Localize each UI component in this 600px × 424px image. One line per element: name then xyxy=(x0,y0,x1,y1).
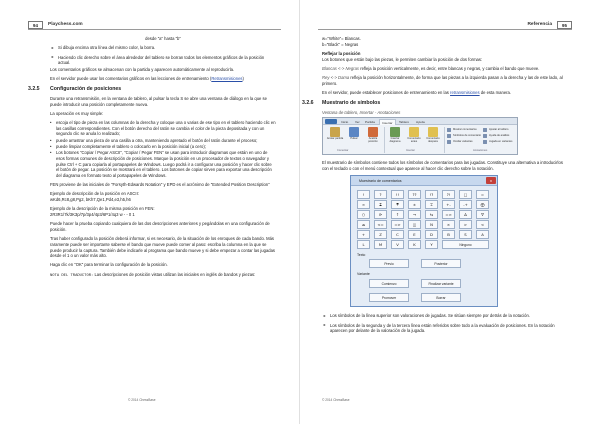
dialog-title: Muestrario de comentarios xyxy=(359,179,402,184)
reflect-horizontal xyxy=(322,75,570,86)
paragraph: Haga clic en "OK" para terminar la configuración de la posición. xyxy=(50,262,168,268)
right-page-header xyxy=(318,21,572,30)
reflect-vertical-label: Blancas <-> Negras xyxy=(322,65,360,71)
ribbon-tab[interactable]: Ayuda xyxy=(416,120,425,125)
symbol-button[interactable]: B xyxy=(442,230,455,239)
symbol-button[interactable]: □ xyxy=(459,190,472,199)
ascii-example xyxy=(50,191,276,202)
symbol-button[interactable]: Z xyxy=(374,230,387,239)
symbol-button[interactable]: => xyxy=(391,220,404,229)
right-header-title: Referencia xyxy=(527,22,552,27)
symbol-button[interactable]: !! xyxy=(391,190,404,199)
symbol-button[interactable]: > xyxy=(459,220,472,229)
fen-label: Ejemplo de la descripción de la misma posición en FEN: xyxy=(50,206,155,212)
symbol-button[interactable]: ! xyxy=(357,190,370,199)
bullet-text: Haciendo clic derecho sobre el área alrededor del tablero se borran todos los elementos gráficos de la posición actual. xyxy=(58,54,265,66)
section-heading xyxy=(302,99,570,107)
bullet-paragraph xyxy=(322,313,570,319)
retransmisiones-link[interactable]: Retransmisiones xyxy=(211,76,243,82)
text-section-label: Texto xyxy=(357,253,366,258)
symbol-button[interactable]: N xyxy=(425,220,438,229)
ribbon-screenshot xyxy=(322,117,518,155)
translator-note xyxy=(50,272,276,279)
paragraph-with-link xyxy=(322,90,570,96)
symbol-button[interactable]: × xyxy=(442,220,455,229)
none-symbol-button[interactable]: Ninguno xyxy=(442,240,489,249)
hide-variations-item[interactable] xyxy=(447,139,473,144)
insert-diagram-button[interactable] xyxy=(386,127,404,147)
paragraph: Durante una retransmisión, en la ventana de tablero, al pulsar la tecla S se abre una ventana de diálogo en la que se puede introducir una posición completamente nueva. xyxy=(50,95,267,107)
triangle-bullet-icon: ► xyxy=(323,323,327,328)
intro-line: desde "a" hasta "b" xyxy=(145,36,181,41)
comment-before-button[interactable] xyxy=(405,127,423,147)
ribbon-group-label: Anotaciones xyxy=(473,149,488,153)
ascii-label: Ejemplo de descripción de la posición en ASCII: xyxy=(50,191,139,197)
symbol-button[interactable]: ⩲ xyxy=(374,200,387,209)
legend-white: w="White"= Blancas. xyxy=(322,36,361,41)
symbol-button[interactable]: ∞ xyxy=(357,200,370,209)
item-label: Mostrar comentarios xyxy=(453,128,477,132)
section-number: 3.2.5 xyxy=(28,85,40,92)
paragraph-text: En el servidor, puede establecer posiciones de entrenamiento en las xyxy=(322,90,451,96)
bullet-text: Los símbolos de la segunda y de la tercera línea están referidos sobre todo a la evaluación de posiciones. En la notación aparecen por delante de la valoración de la jugada. xyxy=(330,322,555,334)
right-page-body xyxy=(302,36,570,338)
paragraph-text: ) xyxy=(242,76,244,82)
start-variation-button[interactable]: Comienzo xyxy=(369,279,409,288)
paragraph: FEN proviene de las iniciales de "Forsyth-Edwards Notation" y EPD es el acrónimo de "Extended Position Description" xyxy=(50,182,270,188)
reflect-horizontal-label: Rey <-> Dama xyxy=(322,75,350,81)
symbol-button[interactable]: ⇆ xyxy=(425,210,438,219)
item-label: Símbolos de comentario xyxy=(453,134,481,138)
paragraph-text: En el servidor puede usar los comentarios gráficos en las lecciones de entrenamiento ( xyxy=(50,76,212,82)
paragraph: Los comentarios gráficos se almacenan con la partida y aparecen automáticamente al reproducirla. xyxy=(50,66,235,72)
paragraph: Puede hacer la prueba copiando cualquiera de las dos descripciones anteriores y pegándolas en una configuración de posición. xyxy=(50,221,270,232)
list-item: • Los botones "Copiar / Pegar ASCII", "Copiar / Pegar FEN" se usan para introducir diagramas que están en uno de esos formas comunes de descripción de posiciones. Marque la posición en un procesador de textos o navegador y pulse Ctrl + C para copiarla al portapapeles de Windows. Luego podrá ir a configurar una posición y hacer clic sobre el botón de pegar. La posición se mostrará en el tablero. Los botones de copiar sirven para exportar una descripción del diagrama en formato texto al portapapeles de Windows. xyxy=(50,150,276,178)
annotate-icon xyxy=(330,127,340,137)
symbol-button[interactable]: Y xyxy=(425,240,438,249)
button-label: Anotar partida xyxy=(326,137,344,141)
paragraph: La operación es muy simple: xyxy=(50,110,104,116)
button-label: Pulsar xyxy=(350,137,358,141)
symbol-button[interactable]: ◫ xyxy=(408,220,421,229)
ribbon-separator xyxy=(384,127,385,153)
reflect-horizontal-text: refleja la posición horizontalmente, de forma que las piezas a la izquierda pasan a la derecha y las de este lado, al primero. xyxy=(322,75,563,86)
item-label: Ocultar variantes xyxy=(453,140,473,144)
diagram-icon xyxy=(390,127,400,137)
symbol-button[interactable]: S xyxy=(459,230,472,239)
button-label: Analiza posición xyxy=(368,137,378,144)
triangle-bullet-icon: ► xyxy=(51,54,55,59)
analysis-help-item[interactable] xyxy=(483,133,509,138)
reflect-vertical-text: refleja la posición verticalmente, es decir, entre blancas y negras, y cambia el bando que mueve. xyxy=(360,65,540,71)
paragraph-with-link xyxy=(50,76,276,82)
symbol-button[interactable]: + xyxy=(357,230,370,239)
ribbon-tab[interactable]: Tablero xyxy=(399,120,410,125)
symbol-button[interactable]: <= xyxy=(374,220,387,229)
annotate-game-button[interactable] xyxy=(326,127,344,147)
dialog-titlebar xyxy=(351,176,497,186)
button-label: Insertar diagrama xyxy=(389,137,401,144)
symbol-button[interactable]: -+ xyxy=(459,200,472,209)
section-title: Muestrario de símbolos xyxy=(322,99,381,106)
item-label: Ajustar al tablero xyxy=(489,128,509,132)
symbol-button[interactable]: ○ xyxy=(357,210,370,219)
right-page xyxy=(300,0,600,424)
right-page-number: 95 xyxy=(557,21,572,29)
symbol-button[interactable]: L xyxy=(357,240,370,249)
symbol-button[interactable]: ?? xyxy=(408,190,421,199)
section-title: Configuración de posiciones xyxy=(50,85,122,92)
paragraph-text: de esta manera. xyxy=(479,90,512,96)
fen-example xyxy=(50,206,276,217)
previous-text-button[interactable]: Previo xyxy=(369,259,409,268)
comment-symbols-dialog xyxy=(350,175,498,307)
variant-section-label: Variante xyxy=(357,272,370,277)
paragraph: El muestrario de símbolos contiene todos los símbolos de comentarios para las jugadas. Constituye una alternativa a introducirlos con el teclado o con el menú contextual que aparece al hacer clic derecho sobre la notación. xyxy=(322,160,563,172)
paragraph: Los botones que están bajo las piezas, le permiten cambiar la posición de dos formas: xyxy=(322,56,483,62)
left-header-title: Playchess.com xyxy=(48,22,83,27)
symbol-button[interactable]: V xyxy=(391,240,404,249)
item-label: Jugada en variantes xyxy=(489,140,513,144)
triangle-bullet-icon: ► xyxy=(51,45,55,50)
section-number: 3.2.6 xyxy=(302,99,314,106)
move-in-variations-item[interactable] xyxy=(483,139,512,144)
right-footer: © 2014 ChessBase xyxy=(322,398,350,402)
show-comments-item[interactable] xyxy=(447,127,477,132)
note-label: NOTA DEL TRADUCTOR: xyxy=(50,273,94,278)
ribbon-tab-bar xyxy=(323,118,517,125)
analyze-position-button[interactable] xyxy=(364,127,382,147)
comment-after-button[interactable] xyxy=(424,127,442,147)
ribbon-group-label: Insertar xyxy=(406,149,415,153)
list-item: • escoja el tipo de pieza en las columnas de la derecha y coloque una o varias de ese tipo en el tablero haciendo clic en las casillas correspondientes. Con el botón derecho del ratón se cambia el color de la pieza depositada y con un segundo clic se anula lo realizado; xyxy=(50,120,276,137)
end-variation-button[interactable]: Finalizar variante xyxy=(421,279,461,288)
ribbon-group-label: Comentar xyxy=(337,149,349,153)
ribbon-separator xyxy=(444,127,445,153)
next-text-button[interactable]: Posterior xyxy=(421,259,461,268)
fit-board-item[interactable] xyxy=(483,127,508,132)
section-heading xyxy=(28,85,276,93)
comment-after-icon xyxy=(428,127,438,137)
button-label: Comentario después xyxy=(426,137,440,144)
bullet-text: Si dibuja encima otra línea del mismo color, la borra. xyxy=(58,45,156,51)
ribbon-tab[interactable]: Inicio xyxy=(341,120,349,125)
bullet-paragraph xyxy=(322,323,570,334)
symbol-button[interactable]: ± xyxy=(408,200,421,209)
note-text: Las descripciones de posición vistas utilizan las iniciales en inglés de bandos y piezas: xyxy=(94,271,256,277)
close-icon[interactable]: x xyxy=(486,177,496,184)
press-button[interactable] xyxy=(345,127,363,147)
retransmisiones-link[interactable]: retransmisiones xyxy=(450,90,480,96)
symbol-button[interactable]: ⟳ xyxy=(374,210,387,219)
symbol-button[interactable]: < xyxy=(476,220,489,229)
symbol-button[interactable]: ∇ xyxy=(476,210,489,219)
symbol-button[interactable]: ↑ xyxy=(391,210,404,219)
symbol-button[interactable]: D xyxy=(425,230,438,239)
item-icon xyxy=(447,134,451,137)
symbol-button[interactable]: =∞ xyxy=(442,210,455,219)
button-label: Comentario antes xyxy=(407,137,421,144)
item-icon xyxy=(447,140,451,143)
analyze-icon xyxy=(368,127,378,137)
app-orb-icon[interactable] xyxy=(325,119,337,124)
ascii-value: wKd6,Rc8,g8,Pg2, bKh7,Qe1,Pd4,e3,h5,h6 xyxy=(50,197,131,203)
item-icon xyxy=(483,128,487,131)
legend-black: b="Black" = Negras xyxy=(322,41,359,47)
left-page-number: 94 xyxy=(28,21,43,29)
symbol-button[interactable]: K xyxy=(408,240,421,249)
symbol-button[interactable]: → xyxy=(408,210,421,219)
press-icon xyxy=(349,127,359,137)
paragraph: Tras haber configurado la posición deberá informar, si es necesario, de la situación de los enroques de cada bando. Más raramente puede ser importante saberse el bando que mueve puede comer al paso: escriba la columna en la que se puede producir la captura. También debe indicarle al programa que bando mueve y si debe empezar a contar las jugadas desde el 1 o un valor más alto. xyxy=(50,236,276,259)
promote-variation-button[interactable]: Promover xyxy=(369,293,409,302)
bullet-paragraph xyxy=(50,45,276,51)
list-item: • puede arrastrar una pieza de una casilla a otra, manteniendo apretado el botón del ratón durante el proceso; xyxy=(50,138,276,144)
header-rule xyxy=(318,29,572,30)
symbol-button[interactable]: C xyxy=(391,230,404,239)
item-label: Ayuda de análisis xyxy=(489,134,510,138)
symbol-button[interactable]: ⩱ xyxy=(391,200,404,209)
symbol-button[interactable]: ∓ xyxy=(425,200,438,209)
symbol-button[interactable]: ⨁ xyxy=(476,200,489,209)
item-icon xyxy=(483,140,487,143)
symbol-button[interactable]: E xyxy=(408,230,421,239)
list-item: • puede limpiar completamente el tablero o colocarlo en la posición inicial (a cero); xyxy=(50,144,276,150)
bullet-paragraph xyxy=(50,55,276,66)
ribbon-tab[interactable]: Partida xyxy=(365,120,375,125)
left-page-body xyxy=(28,36,276,282)
symbol-button[interactable]: ?! xyxy=(442,190,455,199)
item-icon xyxy=(483,134,487,137)
symbol-button[interactable]: ∆ xyxy=(459,210,472,219)
bullet-text: Los símbolos de la línea superior son valoraciones de jugadas. Se sitúan siempre por detrás de la notación. xyxy=(330,313,530,319)
item-icon xyxy=(447,128,451,131)
left-footer: © 2014 ChessBase xyxy=(128,398,156,402)
symbol-button[interactable]: ? xyxy=(374,190,387,199)
comment-before-icon xyxy=(409,127,419,137)
triangle-bullet-icon: ► xyxy=(323,313,327,318)
symbol-button[interactable]: A xyxy=(476,230,489,239)
subheading-reflect: Reflejar la posición xyxy=(322,50,361,56)
ribbon-tab-selected[interactable]: Insertar xyxy=(379,119,396,125)
delete-variation-button[interactable]: Borrar xyxy=(421,293,461,302)
menu-path: Ventana de tablero, Insertar - Anotaciones xyxy=(322,109,401,115)
reflect-vertical xyxy=(322,66,570,72)
comment-symbols-item[interactable] xyxy=(447,133,481,138)
header-rule xyxy=(28,29,281,30)
symbol-button[interactable]: +- xyxy=(442,200,455,209)
symbol-button[interactable]: = xyxy=(476,190,489,199)
symbol-button[interactable]: M xyxy=(374,240,387,249)
symbol-button[interactable]: !? xyxy=(425,190,438,199)
left-page-header xyxy=(28,21,281,30)
ribbon-tab[interactable]: Ver xyxy=(355,120,360,125)
fen-value: 2R3R1/7k/3K3p/7p/3p4/4p3/6P1/4q3 w - - 0 1 xyxy=(50,212,135,217)
instruction-list xyxy=(50,120,276,179)
symbol-button[interactable]: ⌓ xyxy=(357,220,370,229)
